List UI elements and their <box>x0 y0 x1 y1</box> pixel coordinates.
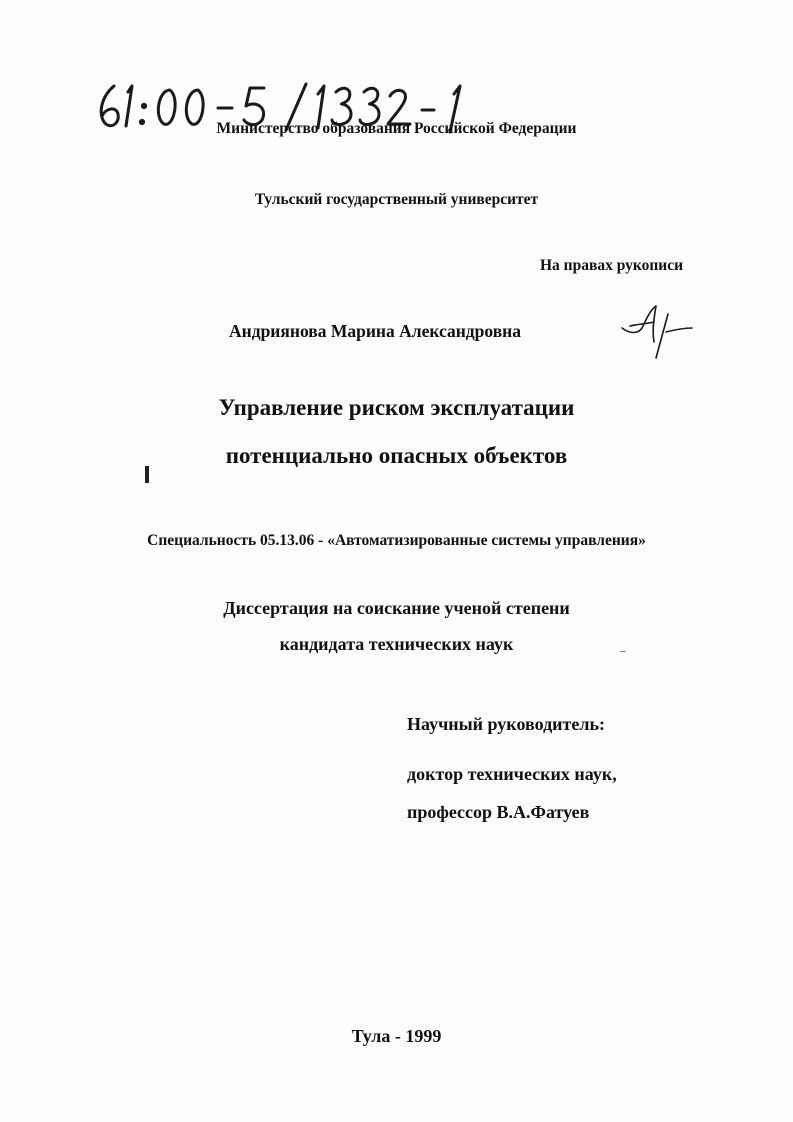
scan-dash <box>620 651 626 652</box>
scan-mark <box>145 466 149 483</box>
supervisor-label: Научный руководитель: <box>407 714 605 734</box>
thesis-title-line-1: Управление риском эксплуатации <box>218 395 575 420</box>
dissertation-line-2: кандидата технических наук <box>279 634 514 654</box>
supervisor-name: профессор В.А.Фатуев <box>407 802 590 822</box>
author-signature <box>616 300 696 360</box>
author-name: Андриянова Марина Александровна <box>229 321 521 341</box>
place-and-year: Тула - 1999 <box>351 1026 442 1046</box>
thesis-title-line-2: потенциально опасных объектов <box>225 443 568 468</box>
dissertation-line-1: Диссертация на соискание ученой степени <box>223 598 570 618</box>
specialty: Специальность 05.13.06 - «Автоматизированные системы управления» <box>147 532 646 549</box>
ministry-name: Министерство образования Российской Федерации <box>216 120 577 137</box>
manuscript-rights-label: На правах рукописи <box>540 257 684 274</box>
supervisor-degree: доктор технических наук, <box>407 764 617 784</box>
university-name: Тульский государственный университет <box>254 191 539 208</box>
